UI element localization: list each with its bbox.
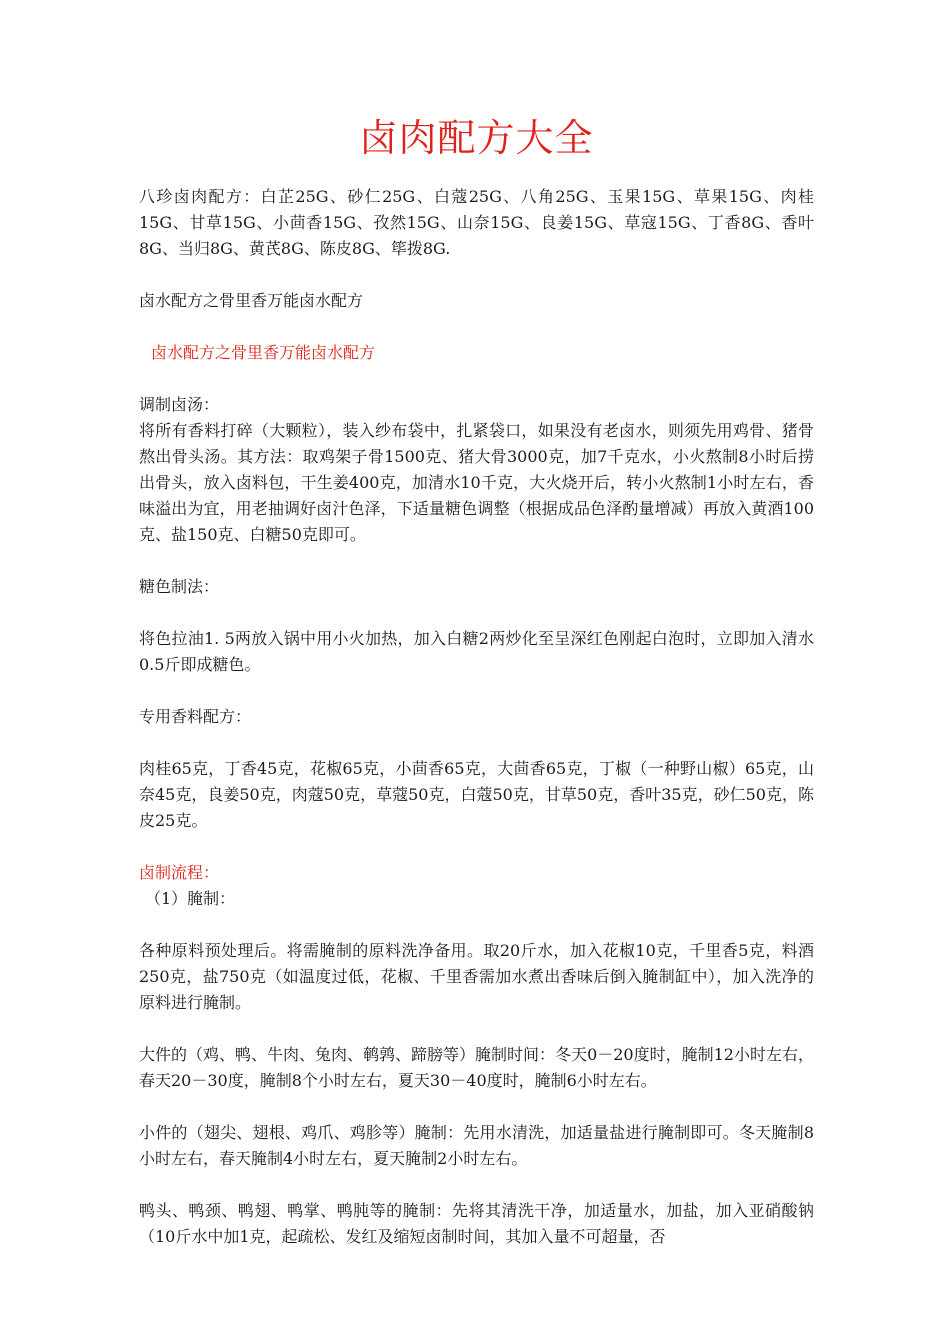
paragraph-tiaozhi: 将所有香料打碎（大颗粒），装入纱布袋中，扎紧袋口，如果没有老卤水，则须先用鸡骨、猪骨熬出骨头汤。其方法：取鸡架子骨1500克、猪大骨3000克，加7千克水，小火熬制8小时后捞出骨头，放入卤料包，干生姜400克，加清水10千克，大火烧开后，转小火熬制1小时左右，香味溢出为宜，用老抽调好卤汁色泽，下适量糖色调整（根据成品色泽酌量增减）再放入黄酒100克、盐150克、白糖50克即可。 [139, 421, 814, 544]
paragraph-xiaojian: 小件的（翅尖、翅根、鸡爪、鸡胗等）腌制：先用水清洗，加适量盐进行腌制即可。冬天腌制8小时左右，春天腌制4小时左右，夏天腌制2小时左右。 [139, 1123, 814, 1168]
heading-gulixiang-red: 卤水配方之骨里香万能卤水配方 [151, 343, 376, 362]
paragraph-dajian: 大件的（鸡、鸭、牛肉、兔肉、鹌鹑、蹄膀等）腌制时间：冬天0－20度时，腌制12小时左右，春天20－30度，腌制8个小时左右，夏天30－40度时，腌制6小时左右。 [139, 1045, 814, 1090]
document-title: 卤肉配方大全 [359, 116, 594, 160]
paragraph-xiangliao: 肉桂65克，丁香45克，花椒65克，小茴香65克，大茴香65克，丁椒（一种野山椒）65克，山奈45克，良姜50克，肉蔻50克，草蔻50克，白蔻50克，甘草50克，香叶35克，砂仁50克，陈皮25克。 [139, 759, 814, 830]
label-tangse: 糖色制法： [139, 577, 220, 596]
label-tiaozhi: 调制卤汤： [139, 395, 220, 414]
paragraph-yatou: 鸭头、鸭颈、鸭翅、鸭掌、鸭肫等的腌制：先将其清洗干净，加适量水，加盐，加入亚硝酸钠（10斤水中加1克，起疏松、发红及缩短卤制时间，其加入量不可超量，否 [139, 1201, 814, 1246]
label-xiangliao: 专用香料配方： [139, 707, 252, 726]
label-liucheng: 卤制流程： [139, 863, 220, 882]
label-yanzhi: （1）腌制： [145, 889, 236, 908]
document-page [139, 110, 814, 1250]
heading-gulixiang: 卤水配方之骨里香万能卤水配方 [139, 291, 364, 310]
paragraph-yanzhi: 各种原料预处理后。将需腌制的原料洗净备用。取20斤水，加入花椒10克，千里香5克，料酒250克，盐750克（如温度过低，花椒、千里香需加水煮出香味后倒入腌制缸中），加入洗净的原料进行腌制。 [139, 941, 814, 1012]
paragraph-tangse: 将色拉油1. 5两放入锅中用小火加热，加入白糖2两炒化至呈深红色刚起白泡时，立即加入清水0.5斤即成糖色。 [139, 629, 814, 674]
paragraph-bazhen-recipe: 八珍卤肉配方：白芷25G、砂仁25G、白蔻25G、八角25G、玉果15G、草果15G、肉桂15G、甘草15G、小茴香15G、孜然15G、山奈15G、良姜15G、草寇15G、丁香8G、香叶8G、当归8G、黄芪8G、陈皮8G、筚拨8G. [139, 187, 814, 258]
